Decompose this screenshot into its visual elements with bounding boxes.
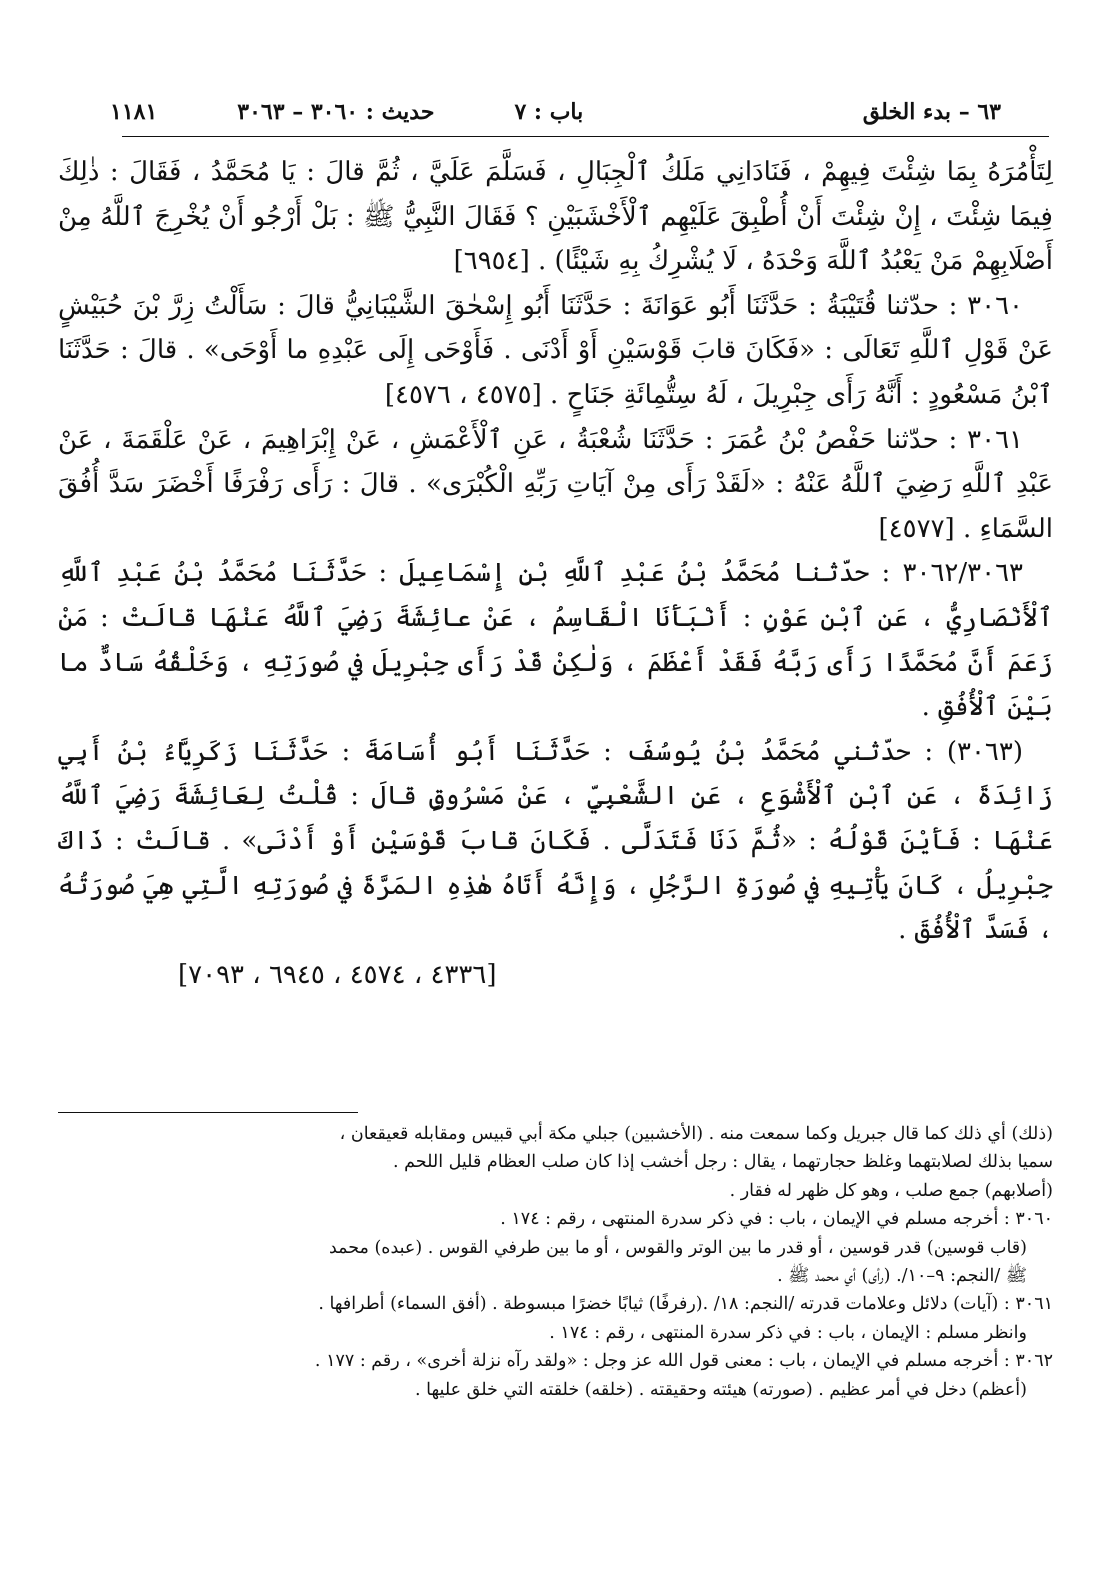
footnote-line: ٣٠٦٢ : أخرجه مسلم في الإيمان ، باب : معنى قول الله عز وجل : «ولقد رآه نزلة أخرى» ، رقم : ١٧٧ . xyxy=(314,1351,1053,1372)
footnote-divider xyxy=(58,1112,358,1113)
footnote-line: (ذلك) أي ذلك كما قال جبريل وكما سمعت منه . (الأخشبين) جبلي مكة أبي قبيس ومقابله قعيقعان ، xyxy=(339,1124,1053,1144)
main-text xyxy=(58,150,1053,997)
footnote-line: وانظر مسلم : الإيمان ، باب : في ذكر سدرة المنتهى ، رقم : ١٧٤ . xyxy=(549,1322,1027,1343)
running-header xyxy=(110,90,1001,134)
footnote-line: (قاب قوسين) قدر قوسين ، أو قدر ما بين الوتر والقوس ، أو ما بين طرفي القوس . (عبده) محمد xyxy=(328,1237,1027,1258)
hadith-range: حديث : ٣٠٦٠ – ٣٠٦٣ xyxy=(237,99,435,125)
hadith-3063-references: [٤٣٣٦ ، ٤٥٧٤ ، ٦٩٤٥ ، ٧٠٩٣] xyxy=(178,959,497,990)
bab-label: باب : ٧ xyxy=(514,99,584,125)
footnote-line: (أصلابهم) جمع صلب ، وهو كل ظهر له فقار . xyxy=(729,1180,1053,1201)
hadith-3063: (٣٠٦٣) : حدّثني مُحَمَّدُ بْنُ يُوسُفَ : حَدَّثَنَا أَبُو أُسَامَةَ : حَدَّثَنَا زَكَرِيَّاءُ بْنُ أَبِي زَائِدَةَ ، عَنِ ٱبْنِ ٱلْأَشْوَعِ ، عَنِ الشَّعْبِيِّ ، عَنْ مَسْرُوقٍ قالَ : قُلْتُ لِعَائِشَةَ رَضِيَ ٱللَّهُ عَنْهَا : فَأَيْنَ قَوْلُهُ : «ثُمَّ دَنَا فَتَدَلَّى . فَكَانَ قابَ قَوْسَيْنِ أَوْ أَدْنَى» . قالَتْ : ذَاكَ جِبْرِيلُ ، كَانَ يَأْتِيهِ في صُورَةِ الرَّجُلِ ، وَإِنَّهُ أَتَاهُ هٰذِهِ المَرَّةَ في صُورَتِهِ الَّتِي هِيَ صُورَتُهُ ، فَسَدَّ ٱلْأُفُقَ . xyxy=(58,736,1053,946)
footnote-line: ﷺ /النجم: ٩–١٠/. (رأى) أي محمد ﷺ . xyxy=(777,1266,1027,1287)
footnote-line: ٣٠٦١ : (آيات) دلائل وعلامات قدرته /النجم: ١٨/ .(رفرفًا) ثيابًا خضرًا مبسوطة . (أفق السماء) أطرافها . xyxy=(318,1294,1053,1315)
footnote-line: سميا بذلك لصلابتهما وغلظ حجارتهما ، يقال : رجل أخشب إذا كان صلب العظام قليل اللحم . xyxy=(393,1152,1053,1173)
header-divider xyxy=(122,136,1049,137)
hadith-3060: ٣٠٦٠ : حدّثنا قُتَيْبَةُ : حَدَّثَنَا أَبُو عَوَانَةَ : حَدَّثَنَا أَبُو إِسْحٰقَ الشَّيْبَانِيُّ قالَ : سَأَلْتُ زِرَّ بْنَ حُبَيْشٍ عَنْ قَوْلِ ٱللَّهِ تَعَالَى : «فَكَانَ قابَ قَوْسَيْنِ أَوْ أَدْنَى . فَأَوْحَى إِلَى عَبْدِهِ ما أَوْحَى» . قالَ : حَدَّثَنَا ٱبْنُ مَسْعُودٍ : أَنَّهُ رَأَى جِبْرِيلَ ، لَهُ سِتُّمِائَةِ جَنَاحٍ . [٤٥٧٥ ، ٤٥٧٦] xyxy=(58,290,1053,410)
header-meta xyxy=(110,99,583,125)
hadith-3062: ٣٠٦٢/٣٠٦٣ : حدّثنا مُحَمَّدُ بْنُ عَبْدِ ٱللَّهِ بْنِ إِسْمَاعِيلَ : حَدَّثَنَا مُحَمَّدُ بْنُ عَبْدِ ٱللَّهِ ٱلْأَنْصَارِيُّ ، عَنِ ٱبْنِ عَوْنٍ : أَنْبَأَنَا الْقَاسِمُ ، عَنْ عائِشَةَ رَضِيَ ٱللَّهُ عَنْهَا قالَتْ : مَنْ زَعَمَ أَنَّ مُحَمَّدًا رَأَى رَبَّهُ فَقَدْ أَعْظَمَ ، وَلٰكِنْ قَدْ رَأَى جِبْرِيلَ في صُورَتِهِ ، وَخَلْقُهُ سَادٌّ ما بَيْنَ ٱلْأُفُقِ . xyxy=(58,558,1053,723)
footnote-line: ٣٠٦٠ : أخرجه مسلم في الإيمان ، باب : في ذكر سدرة المنتهى ، رقم : ١٧٤ . xyxy=(500,1209,1053,1230)
footnote-line: (أعظم) دخل في أمر عظيم . (صورته) هيئته وحقيقته . (خلقه) خلقته التي خلق عليها . xyxy=(415,1379,1027,1400)
page-number: ١١٨١ xyxy=(110,99,158,125)
hadith-3061: ٣٠٦١ : حدّثنا حَفْصُ بْنُ عُمَرَ : حَدَّثَنَا شُعْبَةُ ، عَنِ ٱلْأَعْمَشِ ، عَنْ إِبْرَاهِيمَ ، عَنْ عَلْقَمَةَ ، عَنْ عَبْدِ ٱللَّهِ رَضِيَ ٱللَّهُ عَنْهُ : «لَقَدْ رَأَى مِنْ آيَاتِ رَبِّهِ الْكُبْرَى» . قالَ : رَأَى رَفْرَفًا أَخْضَرَ سَدَّ أُفُقَ السَّمَاءِ . [٤٥٧٧] xyxy=(58,424,1053,544)
chapter-title: ٦٣ – بدء الخلق xyxy=(862,99,1001,125)
paragraph-continuation: لِتَأْمُرَهُ بِمَا شِئْتَ فِيهِمْ ، فَنَادَانِي مَلَكُ ٱلْجِبَالِ ، فَسَلَّمَ عَلَيَّ ، ثُمَّ قالَ : يَا مُحَمَّدُ ، فَقَالَ : ذٰلِكَ فِيمَا شِئْتَ ، إِنْ شِئْتَ أَنْ أُطْبِقَ عَلَيْهِم ٱلْأَخْشَبَيْنِ ؟ فَقَالَ النَّبِيُّ ﷺ : بَلْ أَرْجُو أَنْ يُخْرِجَ ٱللَّهُ مِنْ أَصْلَابِهِمْ مَنْ يَعْبُدُ ٱللَّهَ وَحْدَهُ ، لَا يُشْرِكُ بِهِ شَيْئًا) . [٦٩٥٤] xyxy=(58,157,1053,277)
footnotes xyxy=(58,1120,1053,1404)
